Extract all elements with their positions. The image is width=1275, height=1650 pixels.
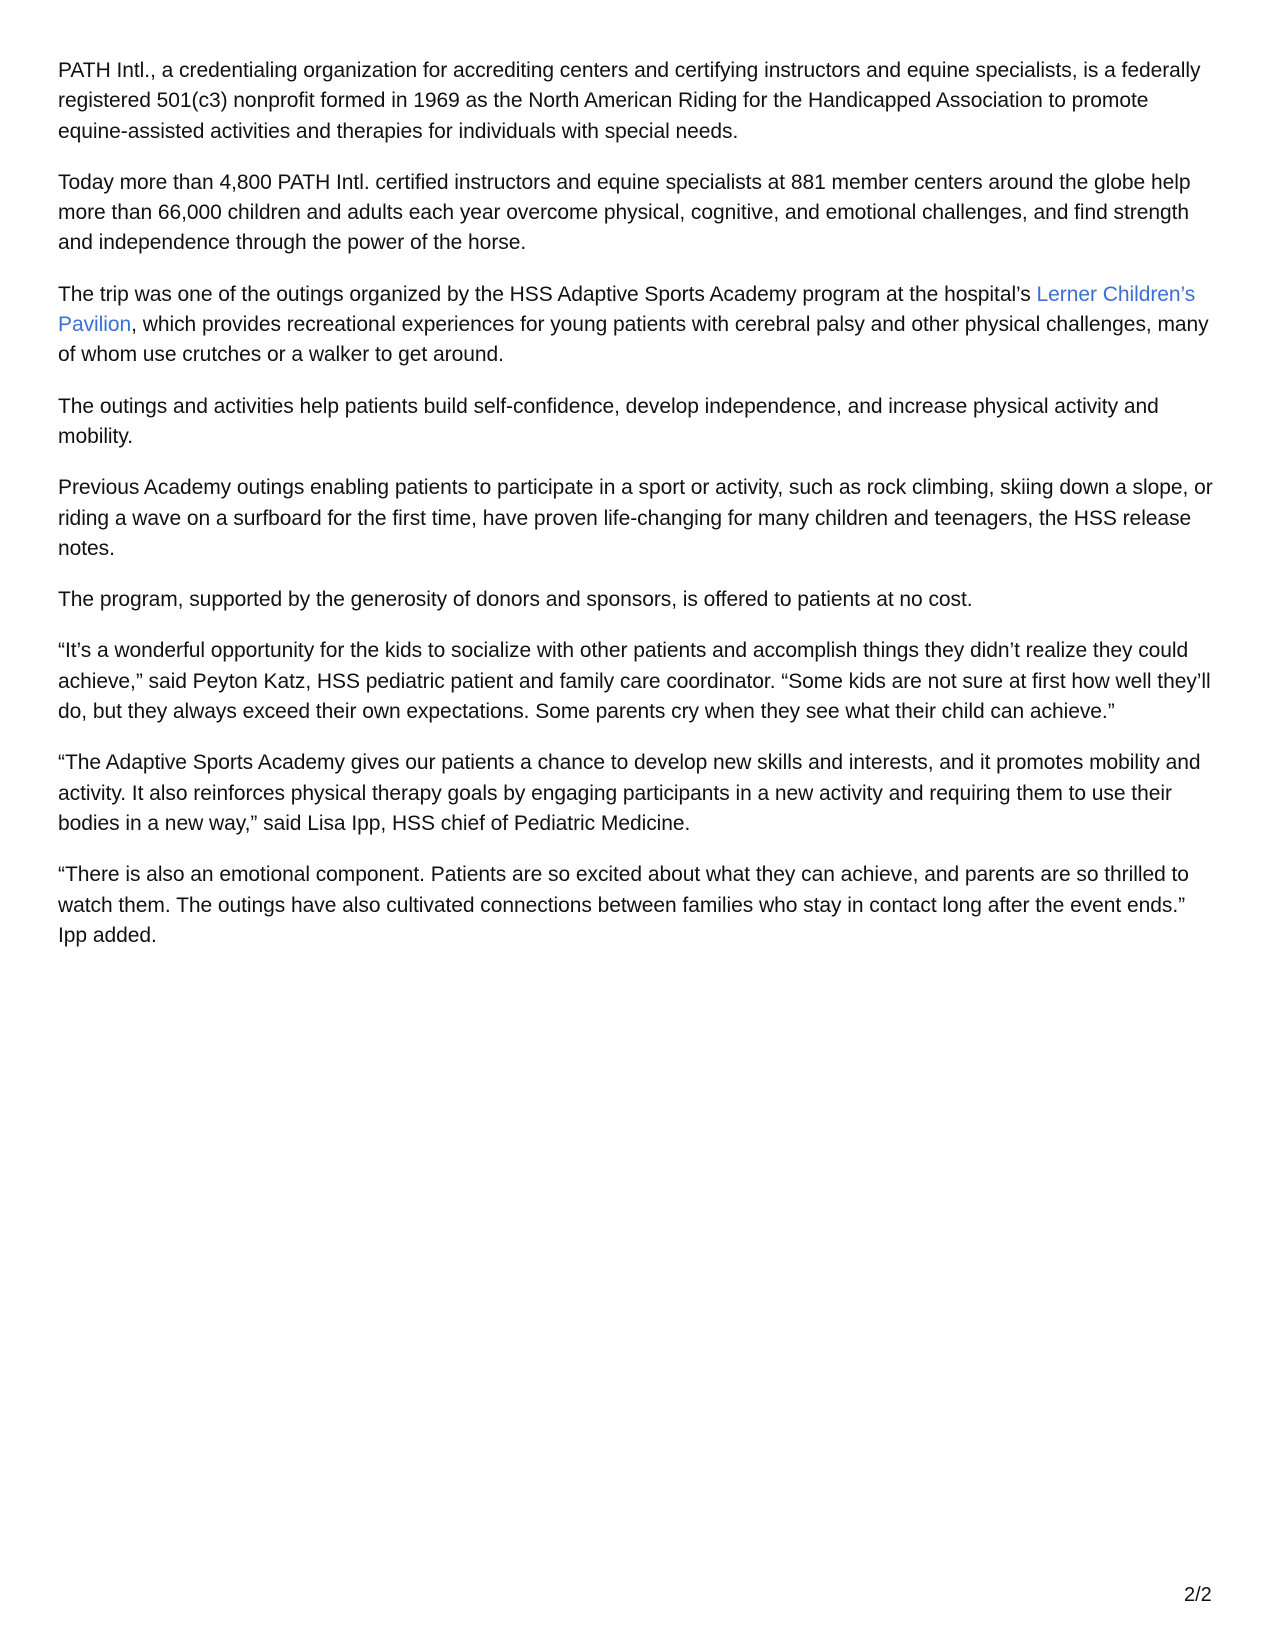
paragraph-emotional-component: “There is also an emotional component. Patients are so excited about what they can achieve, and parents are so thrilled to watch them. The outings have also cultivated connections between families who stay in contact long after the event ends.” Ipp added. [58, 863, 1189, 947]
paragraph-trip-outing [58, 280, 1218, 371]
paragraph-katz-quote: “It’s a wonderful opportunity for the kids to socialize with other patients and accomplish things they didn’t realize they could achieve,” said Peyton Katz, HSS pediatric patient and family care coordinator. “Some kids are not sure at first how well they’ll do, but they always exceed their own expectations. Some parents cry when they see what their child can achieve.” [58, 639, 1211, 724]
paragraph-text-before-link: The trip was one of the outings organized by the HSS Adaptive Sports Academy program at the hospital’s [58, 282, 1037, 306]
paragraph-path-intl: PATH Intl., a credentialing organization for accrediting centers and certifying instructors and equine specialists, is a federally registered 501(c3) nonprofit formed in 1969 as the North American Riding for the Handicapped Association to promote equine-assisted activities and therapies for individuals with special needs. [58, 59, 1201, 143]
page-number: 2/2 [1184, 1584, 1212, 1606]
lerner-childrens-pavilion-link[interactable]: Lerner Children’s Pavilion [58, 282, 1196, 337]
paragraph-text-after-link: , which provides recreational experiences for young patients with cerebral palsy and other physical challenges, many of whom use crutches or a walker to get around. [58, 313, 1209, 367]
paragraph-outings-benefits: The outings and activities help patients build self-confidence, develop independence, and increase physical activity and mobility. [58, 394, 1159, 448]
paragraph-program-cost: The program, supported by the generosity of donors and sponsors, is offered to patients at no cost. [58, 588, 973, 612]
paragraph-ipp-quote: “The Adaptive Sports Academy gives our patients a chance to develop new skills and interests, and it promotes mobility and activity. It also reinforces physical therapy goals by engaging participants in a new activity and requiring them to use their bodies in a new way,” said Lisa Ipp, HSS chief of Pediatric Medicine. [58, 751, 1201, 835]
paragraph-certified-instructors: Today more than 4,800 PATH Intl. certified instructors and equine specialists at 881 member centers around the globe help more than 66,000 children and adults each year overcome physical, cognitive, and emotional challenges, and find strength and independence through the power of the horse. [58, 170, 1191, 255]
document-body [58, 56, 1218, 972]
paragraph-previous-outings: Previous Academy outings enabling patients to participate in a sport or activity, such as rock climbing, skiing down a slope, or riding a wave on a surfboard for the first time, have proven life-changing for many children and teenagers, the HSS release notes. [58, 476, 1213, 560]
